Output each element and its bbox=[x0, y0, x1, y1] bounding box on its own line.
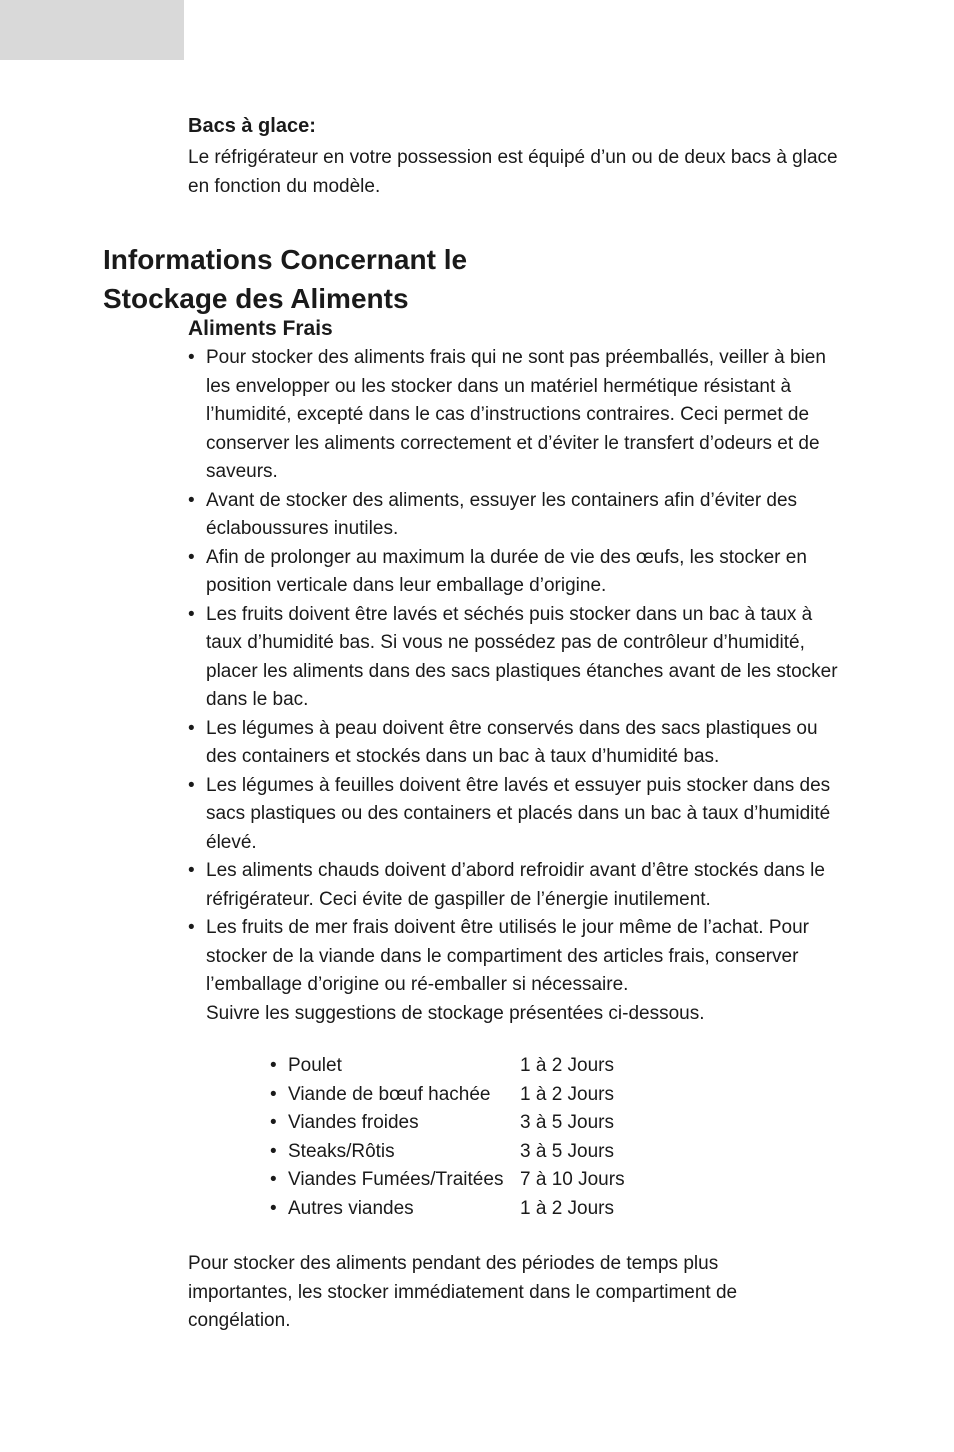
bullet-icon: • bbox=[188, 603, 195, 625]
bullet-icon: • bbox=[188, 917, 195, 938]
table-row bbox=[270, 1195, 625, 1224]
bullet-icon: • bbox=[188, 717, 195, 739]
table-row bbox=[270, 1166, 625, 1195]
list-item bbox=[188, 914, 853, 1000]
storage-duration: 1 à 2 Jours bbox=[520, 1055, 614, 1076]
page-title-line-1: Informations Concernant le bbox=[103, 244, 468, 275]
ice-bins-text: Le réfrigérateur en votre possession est équipé d’un ou de deux bacs à glace en fonction du modèle. bbox=[188, 147, 838, 197]
fresh-food-list bbox=[188, 344, 853, 1028]
bullet-icon: • bbox=[270, 1055, 277, 1076]
list-item bbox=[188, 772, 853, 858]
list-item bbox=[188, 715, 853, 772]
list-item bbox=[188, 857, 853, 914]
list-item bbox=[188, 544, 853, 601]
table-row bbox=[270, 1109, 625, 1138]
list-item-text: Les légumes à feuilles doivent être lavés et essuyer puis stocker dans des sacs plastiques ou des containers et placés dans un bac à taux d’humidité élevé. bbox=[206, 774, 831, 853]
food-item: Viandes Fumées/Traitées bbox=[288, 1169, 504, 1190]
table-row bbox=[270, 1052, 625, 1081]
table-row bbox=[270, 1081, 625, 1110]
bullet-icon: • bbox=[270, 1169, 277, 1190]
list-item-text: Les fruits de mer frais doivent être utilisés le jour même de l’achat. Pour stocker de la viande dans le compartiment des articles frais, conserver l’emballage d’origine ou ré-emballer si nécessaire. bbox=[206, 917, 809, 995]
list-item bbox=[188, 601, 853, 715]
list-item-text: Les légumes à peau doivent être conservés dans des sacs plastiques ou des containers et stockés dans un bac à taux d’humidité bas. bbox=[206, 717, 818, 767]
list-item-text: Afin de prolonger au maximum la durée de vie des œufs, les stocker en position verticale dans leur emballage d’origine. bbox=[206, 546, 807, 596]
bullet-icon: • bbox=[188, 489, 195, 511]
page-title-line-2: Stockage des Aliments bbox=[103, 283, 409, 314]
freezer-note: Pour stocker des aliments pendant des périodes de temps plus importantes, les stocker immédiatement dans le compartiment de congélation. bbox=[188, 1253, 738, 1331]
storage-duration: 3 à 5 Jours bbox=[520, 1112, 614, 1133]
storage-duration: 3 à 5 Jours bbox=[520, 1140, 614, 1162]
food-item: Viande de bœuf hachée bbox=[288, 1083, 491, 1105]
food-item: Viandes froides bbox=[288, 1112, 419, 1133]
table-row bbox=[270, 1138, 625, 1167]
list-item-text: Les aliments chauds doivent d’abord refroidir avant d’être stockés dans le réfrigérateur. Ceci évite de gaspiller de l’énergie inutilement. bbox=[206, 860, 825, 910]
bullet-icon: • bbox=[188, 347, 195, 368]
list-item bbox=[188, 487, 853, 544]
storage-suggestion: Suivre les suggestions de stockage présentées ci-dessous. bbox=[206, 1002, 705, 1024]
food-item: Poulet bbox=[288, 1055, 342, 1076]
storage-duration: 1 à 2 Jours bbox=[520, 1083, 614, 1105]
page-title bbox=[103, 240, 467, 318]
bullet-icon: • bbox=[270, 1083, 277, 1105]
bullet-icon: • bbox=[270, 1140, 277, 1162]
bullet-icon: • bbox=[188, 860, 195, 881]
fresh-food-heading: Aliments Frais bbox=[188, 317, 333, 340]
storage-duration-table bbox=[270, 1052, 625, 1223]
list-item-text: Pour stocker des aliments frais qui ne sont pas préemballés, veiller à bien les envelopper ou les stocker dans un matériel hermétique résistant à l’humidité, excepté dans le cas d’instructions contraires. Ceci permet de conserver les aliments correctement et d’éviter le transfert d’odeurs et de saveurs. bbox=[206, 347, 826, 482]
bullet-icon: • bbox=[188, 546, 195, 568]
food-item: Autres viandes bbox=[288, 1197, 414, 1219]
list-item-text: Les fruits doivent être lavés et séchés puis stocker dans un bac à taux à taux d’humidité bas. Si vous ne possédez pas de contrôleur d’humidité, placer les aliments dans des sacs plastiques étanches avant de les stocker dans le bac. bbox=[206, 603, 838, 710]
ice-bins-heading: Bacs à glace: bbox=[188, 115, 316, 137]
food-item: Steaks/Rôtis bbox=[288, 1140, 395, 1162]
list-item-text: Avant de stocker des aliments, essuyer les containers afin d’éviter des éclaboussures inutiles. bbox=[206, 489, 798, 539]
storage-duration: 1 à 2 Jours bbox=[520, 1197, 614, 1219]
page-corner-tab bbox=[0, 0, 184, 60]
bullet-icon: • bbox=[188, 774, 195, 796]
list-item bbox=[188, 344, 853, 487]
storage-duration: 7 à 10 Jours bbox=[520, 1169, 625, 1190]
bullet-icon: • bbox=[270, 1112, 277, 1133]
bullet-icon: • bbox=[270, 1197, 277, 1219]
